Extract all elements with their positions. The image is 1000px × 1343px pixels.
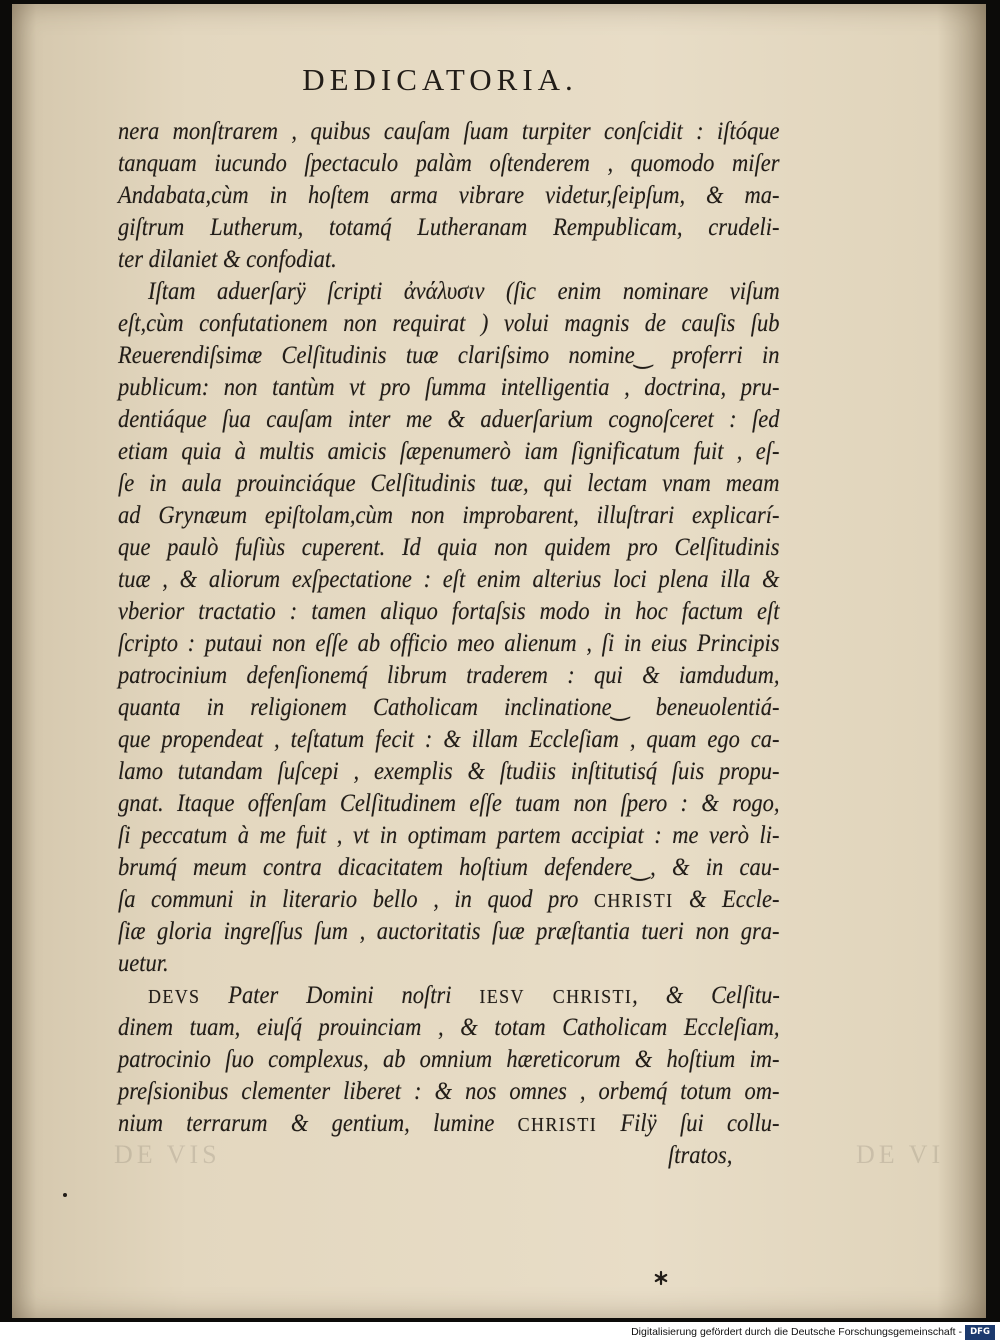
text-line bbox=[118, 1108, 780, 1140]
text-line: ſcripto : putaui non eſſe ab officio meo alienum , ſi in eius Principis bbox=[118, 630, 780, 657]
small-caps-word: CHRISTI bbox=[517, 1114, 598, 1136]
text-line: brumq́ meum contra dicacitatem hoſtium defendere‿, & in cau- bbox=[118, 854, 780, 881]
text-line: tanquam iucundo ſpectaculo palàm oſtenderem , quomodo miſer bbox=[118, 150, 780, 177]
text-line: lamo tutandam ſuſcepi , exemplis & ſtudiis inſtitutisq́ ſuis propu- bbox=[118, 758, 780, 785]
text-line: nera monſtrarem , quibus cauſam ſuam turpiter conſcidit : iſtóque bbox=[118, 118, 780, 145]
text-line: eſt,cùm confutationem non requirat ) volui magnis de cauſis ſub bbox=[118, 310, 780, 337]
text-line: Reuerendiſsimæ Celſitudinis tuæ clariſsimo nomine‿ proferri in bbox=[118, 342, 780, 369]
text-line: ter dilaniet & confodiat. bbox=[118, 246, 337, 273]
text-line: ſe in aula prouinciáque Celſitudinis tuæ, qui lectam vnam meam bbox=[118, 470, 780, 497]
text-segment: ſa communi in literario bello , in quod pro bbox=[118, 886, 594, 913]
text-line: publicum: non tantùm vt pro ſumma intelligentia , doctrina, pru- bbox=[118, 374, 780, 401]
text-line: dentiáque ſua cauſam inter me & aduerſarium cognoſceret : ſed bbox=[118, 406, 780, 433]
text-line: gnat. Itaque offenſam Celſitudinem eſſe tuam non ſpero : & rogo, bbox=[118, 790, 780, 817]
text-segment: , & Celſitu- bbox=[632, 982, 780, 1009]
funding-credit: Digitalisierung gefördert durch die Deutsche Forschungsgemeinschaft - bbox=[631, 1326, 962, 1338]
text-segment: Filÿ ſui collu- bbox=[597, 1110, 780, 1137]
text-line: ſi peccatum à me fuit , vt in optimam partem accipiat : me verò li- bbox=[118, 822, 780, 849]
text-line: que propendeat , teſtatum fecit : & illam Eccleſiam , quam ego ca- bbox=[118, 726, 780, 753]
paragraph-first-line: Iſtam aduerſarÿ ſcripti ἀνάλυσιν (ſic enim nominare viſum bbox=[148, 278, 780, 305]
ink-dot bbox=[63, 1193, 67, 1197]
paragraph-first-line bbox=[148, 980, 780, 1012]
bleed-through-text-right: DE VI bbox=[856, 1140, 945, 1169]
text-line: patrocinium defenſionemq́ librum traderem : qui & iamdudum, bbox=[118, 662, 780, 689]
text-line: ſiæ gloria ingreſſus ſum , auctoritatis ſuæ præſtantia tueri non gra- bbox=[118, 918, 780, 945]
digitization-footer bbox=[0, 1322, 1000, 1343]
text-line: etiam quia à multis amicis ſæpenumerò iam ſignificatum fuit , eſ- bbox=[118, 438, 780, 465]
small-caps-word: CHRISTI bbox=[552, 986, 633, 1008]
text-line: uetur. bbox=[118, 950, 169, 977]
text-line: preſsionibus clementer liberet : & nos omnes , orbemq́ totum om- bbox=[118, 1078, 780, 1105]
text-line: vberior tractatio : tamen aliquo fortaſsis modo in hoc factum eſt bbox=[118, 598, 780, 625]
small-caps-word: IESV bbox=[479, 986, 525, 1008]
text-line: quanta in religionem Catholicam inclinatione‿ beneuolentiá- bbox=[118, 694, 780, 721]
text-segment bbox=[525, 982, 553, 1009]
small-caps-word: DEVS bbox=[148, 986, 201, 1008]
text-line: Andabata,cùm in hoſtem arma vibrare videtur,ſeipſum, & ma- bbox=[118, 182, 780, 209]
text-line: dinem tuam, eiuſq́ prouinciam , & totam Catholicam Eccleſiam, bbox=[118, 1014, 780, 1041]
bleed-through-text-left: DE VIS bbox=[114, 1140, 221, 1169]
printer-ornament-icon bbox=[653, 1270, 669, 1286]
text-line: que paulò fuſiùs cuperent. Id quia non quidem pro Celſitudinis bbox=[118, 534, 780, 561]
text-line bbox=[118, 884, 780, 916]
dfg-logo: DFG bbox=[965, 1325, 995, 1340]
catchword: ſtratos, bbox=[668, 1142, 733, 1169]
text-segment: nium terrarum & gentium, lumine bbox=[118, 1110, 518, 1137]
text-segment: Pater Domini noſtri bbox=[200, 982, 480, 1009]
text-line: patrocinio ſuo complexus, ab omnium hæreticorum & hoſtium im- bbox=[118, 1046, 780, 1073]
text-line: tuæ , & aliorum exſpectatione : eſt enim alterius loci plena illa & bbox=[118, 566, 780, 593]
small-caps-word: CHRISTI bbox=[593, 890, 674, 912]
text-segment: & Eccle- bbox=[673, 886, 780, 913]
running-header: DEDICATORIA. bbox=[302, 62, 578, 97]
text-line: giſtrum Lutherum, totamq́ Lutheranam Rempublicam, crudeli- bbox=[118, 214, 780, 241]
text-line: ad Grynæum epiſtolam,cùm non improbarent, illuſtrari explicarí- bbox=[118, 502, 780, 529]
